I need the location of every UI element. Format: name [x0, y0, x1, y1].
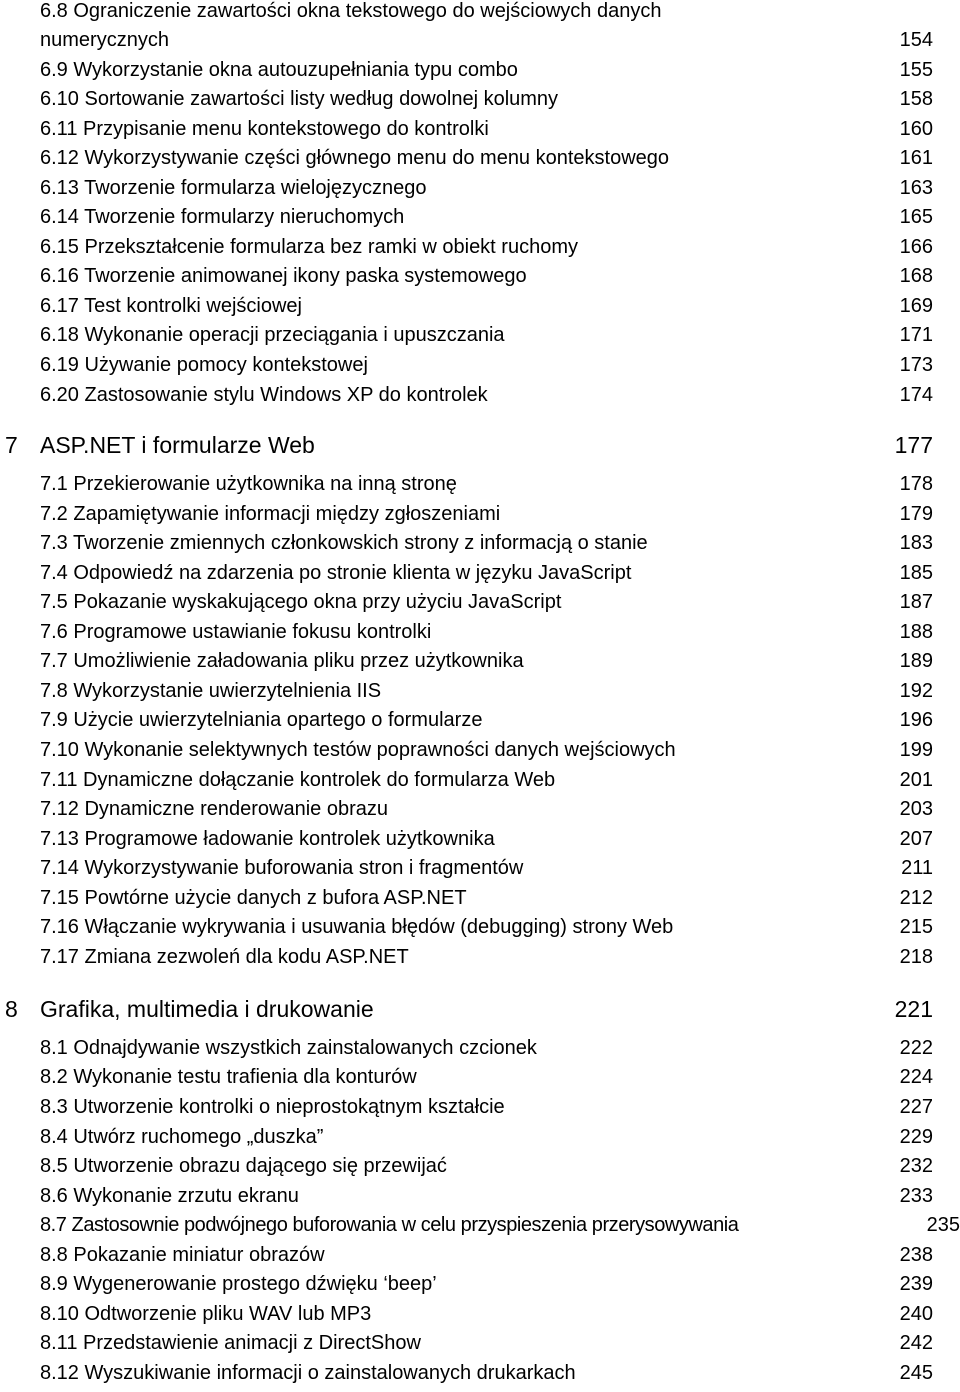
- toc-entry: [40, 824, 933, 854]
- toc-entry-title: 6.19 Używanie pomocy kontekstowej: [40, 354, 368, 376]
- toc-entry-title: 7.2 Zapamiętywanie informacji między zgłoszeniami: [40, 503, 501, 525]
- toc-entry-title: 7.10 Wykonanie selektywnych testów poprawności danych wejściowych: [40, 739, 676, 761]
- toc-entry: [40, 1210, 960, 1240]
- toc-entry: [40, 499, 933, 529]
- toc-entry-title-continued: numerycznych: [40, 29, 169, 51]
- toc-entry-title: 6.16 Tworzenie animowanej ikony paska systemowego: [40, 265, 527, 287]
- toc-page-number: 211: [901, 857, 933, 879]
- toc-entry-title: 8.1 Odnajdywanie wszystkich zainstalowanych czcionek: [40, 1037, 537, 1059]
- toc-entry-title: 7.3 Tworzenie zmiennych członkowskich strony z informacją o stanie: [40, 532, 648, 554]
- toc-page-number: 192: [899, 680, 933, 702]
- toc-entry-title: 8.2 Wykonanie testu trafienia dla konturów: [40, 1066, 417, 1088]
- toc-entry: [40, 232, 933, 262]
- toc-page-number: 245: [899, 1362, 933, 1384]
- toc-entry-title: 7.9 Użycie uwierzytelniania opartego o formularze: [40, 709, 483, 731]
- toc-page-number: 160: [899, 118, 933, 140]
- toc-page-number: 189: [899, 650, 933, 672]
- toc-entry: [40, 25, 933, 55]
- toc-entry: [40, 1240, 933, 1270]
- toc-entry: [40, 1033, 933, 1063]
- toc-entry-title: 6.10 Sortowanie zawartości listy według dowolnej kolumny: [40, 88, 559, 110]
- toc-entry-title: 7.13 Programowe ładowanie kontrolek użytkownika: [40, 828, 495, 850]
- toc-page-number: 158: [899, 88, 933, 110]
- toc-entry: [40, 55, 933, 85]
- toc-page-number: 169: [899, 295, 933, 317]
- toc-entry-title: 7.8 Wykorzystanie uwierzytelnienia IIS: [40, 680, 382, 702]
- toc-page-number: 183: [899, 532, 933, 554]
- toc-page-number: 207: [899, 828, 933, 850]
- toc-entry-title: 7.15 Powtórne użycie danych z bufora ASP.NET: [40, 887, 467, 909]
- toc-entry: [40, 261, 933, 291]
- toc-page-number: 212: [899, 887, 933, 909]
- toc-entry: [40, 1358, 933, 1388]
- toc-entry: [40, 320, 933, 350]
- toc-page-number: 154: [899, 29, 933, 51]
- toc-entry: [40, 173, 933, 203]
- toc-page-number: 222: [899, 1037, 933, 1059]
- toc-entry: [40, 469, 933, 499]
- toc-page-number: 166: [899, 236, 933, 258]
- toc-entry: [40, 1062, 933, 1092]
- toc-page-number: 238: [899, 1244, 933, 1266]
- toc-entry: [40, 853, 933, 883]
- toc-entry: [40, 0, 933, 26]
- toc-entry: [40, 587, 933, 617]
- toc-entry-title: 7.12 Dynamiczne renderowanie obrazu: [40, 798, 388, 820]
- toc-entry: [40, 1269, 933, 1299]
- toc-entry: [40, 1122, 933, 1152]
- toc-page-number: 178: [899, 473, 933, 495]
- toc-entry-title: 8.8 Pokazanie miniatur obrazów: [40, 1244, 325, 1266]
- toc-entry: [40, 942, 933, 972]
- toc-entry: [40, 1151, 933, 1181]
- toc-page-number: 242: [899, 1332, 933, 1354]
- toc-page-number: 174: [899, 384, 933, 406]
- toc-entry: [40, 350, 933, 380]
- toc-entry-title: 7.14 Wykorzystywanie buforowania stron i fragmentów: [40, 857, 524, 879]
- toc-entry-title: 6.20 Zastosowanie stylu Windows XP do kontrolek: [40, 384, 488, 406]
- toc-entry-title: 7.17 Zmiana zezwoleń dla kodu ASP.NET: [40, 946, 409, 968]
- toc-entry-title: 8.7 Zastosownie podwójnego buforowania w celu przyspieszenia przerysowywania: [40, 1214, 739, 1236]
- toc-page-number: 173: [899, 354, 933, 376]
- toc-entry-title: 7.11 Dynamiczne dołączanie kontrolek do formularza Web: [40, 769, 556, 791]
- toc-entry: [40, 646, 933, 676]
- toc-entry-title: 8.12 Wyszukiwanie informacji o zainstalowanych drukarkach: [40, 1362, 576, 1384]
- chapter-heading: [5, 991, 933, 1027]
- chapter-title: ASP.NET i formularze Web: [40, 432, 315, 458]
- toc-entry: [40, 765, 933, 795]
- toc-page-number: 224: [899, 1066, 933, 1088]
- toc-entry: [40, 202, 933, 232]
- toc-entry: [40, 84, 933, 114]
- chapter-page-number: 221: [894, 996, 933, 1022]
- toc-entry-title: 8.11 Przedstawienie animacji z DirectShow: [40, 1332, 421, 1354]
- toc-page-number: 155: [899, 59, 933, 81]
- toc-entry-title: 7.4 Odpowiedź na zdarzenia po stronie klienta w języku JavaScript: [40, 562, 632, 584]
- toc-entry: [40, 912, 933, 942]
- toc-entry-title: 7.5 Pokazanie wyskakującego okna przy użyciu JavaScript: [40, 591, 562, 613]
- toc-entry: [40, 558, 933, 588]
- toc-page-number: 163: [899, 177, 933, 199]
- toc-page-number: 185: [899, 562, 933, 584]
- toc-page-number: 188: [899, 621, 933, 643]
- toc-page-number: 161: [899, 147, 933, 169]
- toc-entry-title: 8.3 Utworzenie kontrolki o nieprostokątnym kształcie: [40, 1096, 505, 1118]
- toc-entry: [40, 883, 933, 913]
- toc-entry: [40, 1299, 933, 1329]
- toc-entry-title: 7.16 Włączanie wykrywania i usuwania błędów (debugging) strony Web: [40, 916, 674, 938]
- toc-page-number: 239: [899, 1273, 933, 1295]
- toc-entry: [40, 291, 933, 321]
- toc-entry: [40, 528, 933, 558]
- toc-entry: [40, 676, 933, 706]
- toc-page-number: 215: [899, 916, 933, 938]
- toc-page-number: 196: [899, 709, 933, 731]
- toc-entry: [40, 1328, 933, 1358]
- toc-page-number: 187: [899, 591, 933, 613]
- toc-entry-title: 6.13 Tworzenie formularza wielojęzycznego: [40, 177, 427, 199]
- toc-page-number: 218: [899, 946, 933, 968]
- toc-entry-title: 6.17 Test kontrolki wejściowej: [40, 295, 302, 317]
- toc-entry: [40, 380, 933, 410]
- toc-entry: [40, 735, 933, 765]
- toc-entry: [40, 143, 933, 173]
- toc-page-number: 179: [899, 503, 933, 525]
- toc-entry-title: 6.11 Przypisanie menu kontekstowego do kontrolki: [40, 118, 489, 140]
- toc-entry-title: 6.18 Wykonanie operacji przeciągania i upuszczania: [40, 324, 505, 346]
- toc-entry-title: 8.4 Utwórz ruchomego „duszka”: [40, 1126, 324, 1148]
- toc-entry: [40, 705, 933, 735]
- toc-entry-title: 6.14 Tworzenie formularzy nieruchomych: [40, 206, 405, 228]
- toc-entry: [40, 617, 933, 647]
- chapter-page-number: 177: [894, 432, 933, 458]
- toc-page-number: 201: [899, 769, 933, 791]
- toc-entry-title: 8.9 Wygenerowanie prostego dźwięku ‘beep’: [40, 1273, 437, 1295]
- toc-entry-title: 8.5 Utworzenie obrazu dającego się przewijać: [40, 1155, 447, 1177]
- toc-page-number: 233: [899, 1185, 933, 1207]
- toc-page-number: 203: [899, 798, 933, 820]
- toc-entry-title: 7.1 Przekierowanie użytkownika na inną stronę: [40, 473, 457, 495]
- toc-entry-title: 8.10 Odtworzenie pliku WAV lub MP3: [40, 1303, 372, 1325]
- toc-entry-title: 6.12 Wykorzystywanie części głównego menu do menu kontekstowego: [40, 147, 670, 169]
- toc-entry-title: 6.8 Ograniczenie zawartości okna tekstowego do wejściowych danych: [40, 0, 662, 22]
- chapter-title: Grafika, multimedia i drukowanie: [40, 996, 374, 1022]
- toc-entry-title: 8.6 Wykonanie zrzutu ekranu: [40, 1185, 299, 1207]
- chapter-heading: [5, 427, 933, 463]
- toc-page-number: 165: [899, 206, 933, 228]
- toc-entry: [40, 114, 933, 144]
- toc-entry-title: 7.6 Programowe ustawianie fokusu kontrolki: [40, 621, 432, 643]
- toc-page-number: 232: [899, 1155, 933, 1177]
- toc-page-number: 168: [899, 265, 933, 287]
- chapter-number: 8: [5, 996, 18, 1022]
- toc-page-number: 227: [899, 1096, 933, 1118]
- toc-page-number: 171: [899, 324, 933, 346]
- chapter-number: 7: [5, 432, 18, 458]
- toc-entry: [40, 1181, 933, 1211]
- toc-entry-title: 6.15 Przekształcenie formularza bez ramki w obiekt ruchomy: [40, 236, 578, 258]
- toc-page-number: 199: [899, 739, 933, 761]
- toc-page-number: 229: [899, 1126, 933, 1148]
- toc-entry: [40, 794, 933, 824]
- toc-page-number: 240: [899, 1303, 933, 1325]
- toc-page-number: 235: [926, 1214, 960, 1236]
- toc-entry: [40, 1092, 933, 1122]
- toc-entry-title: 6.9 Wykorzystanie okna autouzupełniania typu combo: [40, 59, 518, 81]
- toc-entry-title: 7.7 Umożliwienie załadowania pliku przez użytkownika: [40, 650, 524, 672]
